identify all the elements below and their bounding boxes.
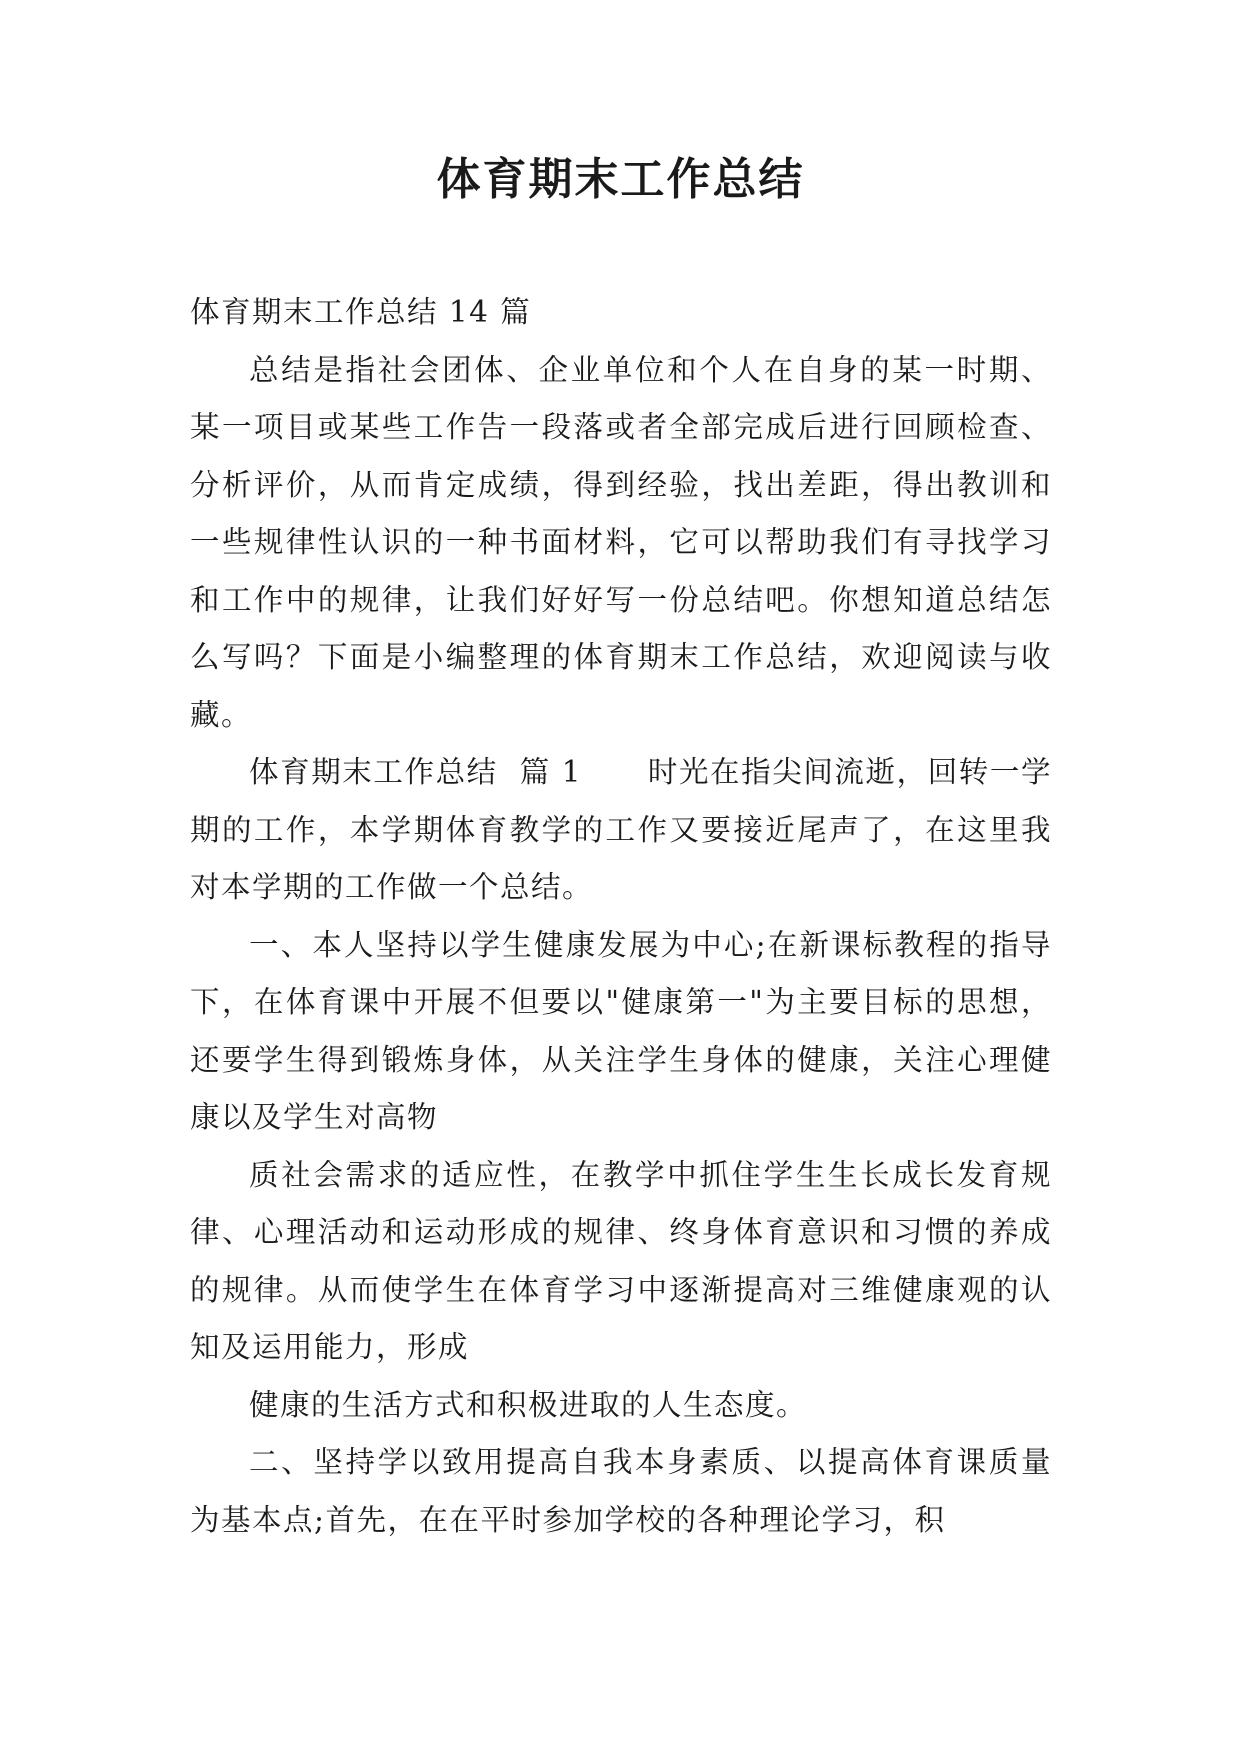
point-2-paragraph: 二、坚持学以致用提高自我本身素质、以提高体育课质量为基本点;首先，在在平时参加学校的各种理论学习，积 — [190, 1445, 1052, 1537]
section-1-paragraph: 体育期末工作总结 篇 1 时光在指尖间流逝，回转一学期的工作，本学期体育教学的工作又要接近尾声了，在这里我对本学期的工作做一个总结。 — [190, 755, 1052, 904]
point-1-paragraph: 一、本人坚持以学生健康发展为中心;在新课标教程的指导下，在体育课中开展不但要以"健康第一"为主要目标的思想，还要学生得到锻炼身体，从关注学生身体的健康，关注心理健康以及学生对高物 — [190, 927, 1052, 1134]
document-body — [190, 284, 1052, 1549]
point-1-closing-paragraph: 健康的生活方式和积极进取的人生态度。 — [249, 1387, 808, 1422]
document-title: 体育期末工作总结 — [436, 154, 805, 205]
point-1-continued-paragraph: 质社会需求的适应性，在教学中抓住学生生长成长发育规律、心理活动和运动形成的规律、终身体育意识和习惯的养成的规律。从而使学生在体育学习中逐渐提高对三维健康观的认知及运用能力，形成 — [190, 1157, 1052, 1364]
intro-paragraph: 总结是指社会团体、企业单位和个人在自身的某一时期、某一项目或某些工作告一段落或者全部完成后进行回顾检查、分析评价，从而肯定成绩，得到经验，找出差距，得出教训和一些规律性认识的一种书面材料，它可以帮助我们有寻找学习和工作中的规律，让我们好好写一份总结吧。你想知道总结怎么写吗？下面是小编整理的体育期末工作总结，欢迎阅读与收藏。 — [190, 352, 1052, 732]
subtitle-paragraph: 体育期末工作总结 14 篇 — [190, 295, 532, 329]
